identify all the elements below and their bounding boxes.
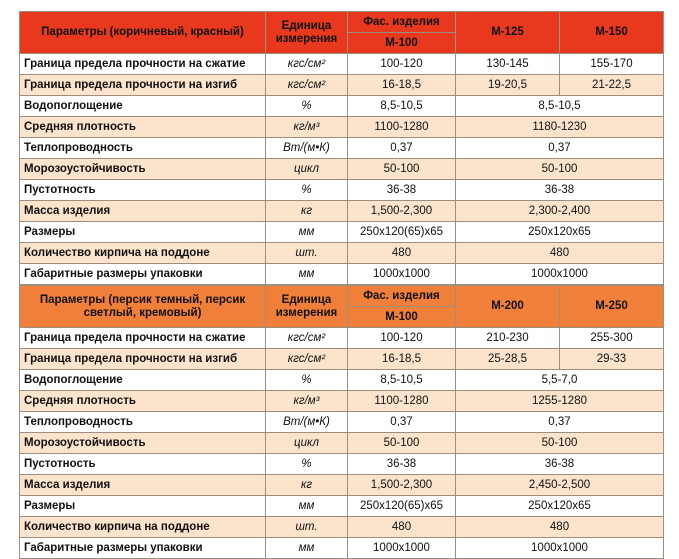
value-cell: 50-100 <box>456 433 664 454</box>
header-m100: М-100 <box>348 307 456 328</box>
value-cell: 19-20,5 <box>456 75 560 96</box>
param-name: Габаритные размеры упаковки <box>20 538 266 559</box>
value-cell: 1255-1280 <box>456 391 664 412</box>
header-fas: Фас. изделия <box>348 12 456 33</box>
table-row <box>20 496 664 517</box>
param-unit: цикл <box>266 159 348 180</box>
table-row <box>20 75 664 96</box>
param-unit: мм <box>266 264 348 285</box>
param-unit: % <box>266 370 348 391</box>
param-name: Масса изделия <box>20 201 266 222</box>
table-row <box>20 370 664 391</box>
table-row <box>20 328 664 349</box>
table-row <box>20 517 664 538</box>
specs-table-peach-cream <box>19 285 664 559</box>
param-name: Размеры <box>20 496 266 517</box>
value-cell: 480 <box>348 517 456 538</box>
value-cell: 50-100 <box>456 159 664 180</box>
param-name: Граница предела прочности на изгиб <box>20 349 266 370</box>
param-unit: цикл <box>266 433 348 454</box>
value-cell: 1100-1280 <box>348 117 456 138</box>
table-row <box>20 180 664 201</box>
param-name: Теплопроводность <box>20 412 266 433</box>
value-cell: 1,500-2,300 <box>348 201 456 222</box>
header-m200: М-200 <box>456 286 560 328</box>
value-cell: 250х120х65 <box>456 496 664 517</box>
value-cell: 36-38 <box>456 180 664 201</box>
table-header-row <box>20 12 664 33</box>
param-name: Количество кирпича на поддоне <box>20 243 266 264</box>
value-cell: 1180-1230 <box>456 117 664 138</box>
param-unit: шт. <box>266 243 348 264</box>
table-row <box>20 391 664 412</box>
value-cell: 1,500-2,300 <box>348 475 456 496</box>
param-name: Граница предела прочности на изгиб <box>20 75 266 96</box>
table-row <box>20 222 664 243</box>
value-cell: 5,5-7,0 <box>456 370 664 391</box>
table-row <box>20 454 664 475</box>
header-params: Параметры (персик темный, персик светлый, кремовый) <box>20 286 266 328</box>
table-row <box>20 201 664 222</box>
table-row <box>20 96 664 117</box>
param-unit: кгс/см² <box>266 349 348 370</box>
param-unit: % <box>266 180 348 201</box>
value-cell: 100-120 <box>348 54 456 75</box>
param-name: Граница предела прочности на сжатие <box>20 328 266 349</box>
param-unit: кгс/см² <box>266 328 348 349</box>
param-name: Габаритные размеры упаковки <box>20 264 266 285</box>
value-cell: 0,37 <box>348 138 456 159</box>
value-cell: 25-28,5 <box>456 349 560 370</box>
param-unit: кг/м³ <box>266 391 348 412</box>
param-unit: Вт/(м•К) <box>266 138 348 159</box>
value-cell: 130-145 <box>456 54 560 75</box>
header-unit: Единица измерения <box>266 12 348 54</box>
value-cell: 250х120х65 <box>456 222 664 243</box>
table-row <box>20 349 664 370</box>
param-unit: мм <box>266 538 348 559</box>
value-cell: 100-120 <box>348 328 456 349</box>
value-cell: 50-100 <box>348 433 456 454</box>
table-row <box>20 243 664 264</box>
param-name: Водопоглощение <box>20 370 266 391</box>
param-unit: мм <box>266 496 348 517</box>
value-cell: 155-170 <box>560 54 664 75</box>
table-row <box>20 538 664 559</box>
param-name: Масса изделия <box>20 475 266 496</box>
param-unit: мм <box>266 222 348 243</box>
param-unit: кгс/см² <box>266 75 348 96</box>
param-unit: кг/м³ <box>266 117 348 138</box>
param-name: Водопоглощение <box>20 96 266 117</box>
header-unit: Единица измерения <box>266 286 348 328</box>
value-cell: 250х120(65)х65 <box>348 496 456 517</box>
table-row <box>20 412 664 433</box>
value-cell: 1000х1000 <box>348 264 456 285</box>
value-cell: 2,450-2,500 <box>456 475 664 496</box>
param-unit: шт. <box>266 517 348 538</box>
table-row <box>20 117 664 138</box>
value-cell: 2,300-2,400 <box>456 201 664 222</box>
header-m250: М-250 <box>560 286 664 328</box>
param-unit: % <box>266 96 348 117</box>
table-row <box>20 159 664 180</box>
header-params: Параметры (коричневый, красный) <box>20 12 266 54</box>
param-name: Пустотность <box>20 454 266 475</box>
param-name: Граница предела прочности на сжатие <box>20 54 266 75</box>
param-name: Морозоустойчивость <box>20 159 266 180</box>
param-name: Количество кирпича на поддоне <box>20 517 266 538</box>
value-cell: 16-18,5 <box>348 349 456 370</box>
value-cell: 1100-1280 <box>348 391 456 412</box>
table-row <box>20 138 664 159</box>
value-cell: 0,37 <box>348 412 456 433</box>
value-cell: 36-38 <box>456 454 664 475</box>
value-cell: 255-300 <box>560 328 664 349</box>
value-cell: 29-33 <box>560 349 664 370</box>
param-name: Размеры <box>20 222 266 243</box>
param-unit: кгс/см² <box>266 54 348 75</box>
value-cell: 36-38 <box>348 454 456 475</box>
value-cell: 50-100 <box>348 159 456 180</box>
param-unit: кг <box>266 201 348 222</box>
value-cell: 8,5-10,5 <box>348 370 456 391</box>
value-cell: 16-18,5 <box>348 75 456 96</box>
value-cell: 1000х1000 <box>456 264 664 285</box>
value-cell: 0,37 <box>456 138 664 159</box>
table-row <box>20 54 664 75</box>
header-m150: М-150 <box>560 12 664 54</box>
table-row <box>20 433 664 454</box>
param-unit: кг <box>266 475 348 496</box>
param-name: Пустотность <box>20 180 266 201</box>
value-cell: 8,5-10,5 <box>456 96 664 117</box>
header-fas: Фас. изделия <box>348 286 456 307</box>
param-name: Теплопроводность <box>20 138 266 159</box>
header-m100: М-100 <box>348 33 456 54</box>
value-cell: 8,5-10,5 <box>348 96 456 117</box>
table-row <box>20 264 664 285</box>
value-cell: 21-22,5 <box>560 75 664 96</box>
value-cell: 36-38 <box>348 180 456 201</box>
param-unit: % <box>266 454 348 475</box>
value-cell: 250х120(65)х65 <box>348 222 456 243</box>
param-name: Морозоустойчивость <box>20 433 266 454</box>
param-unit: Вт/(м•К) <box>266 412 348 433</box>
value-cell: 1000х1000 <box>456 538 664 559</box>
value-cell: 480 <box>456 517 664 538</box>
value-cell: 480 <box>348 243 456 264</box>
header-m125: М-125 <box>456 12 560 54</box>
specs-table-brown-red <box>19 11 664 285</box>
param-name: Средняя плотность <box>20 391 266 412</box>
value-cell: 0,37 <box>456 412 664 433</box>
table-row <box>20 475 664 496</box>
value-cell: 210-230 <box>456 328 560 349</box>
value-cell: 1000х1000 <box>348 538 456 559</box>
param-name: Средняя плотность <box>20 117 266 138</box>
value-cell: 480 <box>456 243 664 264</box>
table-header-row <box>20 286 664 307</box>
